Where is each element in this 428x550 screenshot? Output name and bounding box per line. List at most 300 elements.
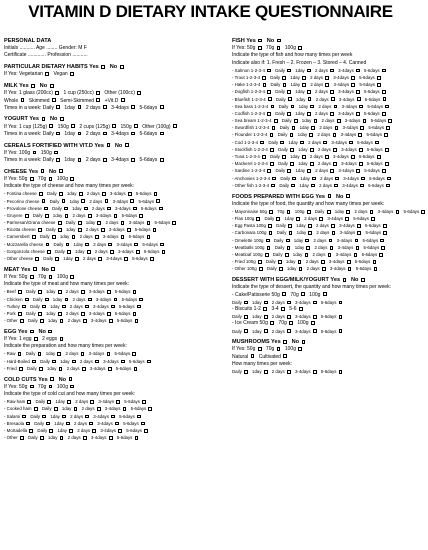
checkbox[interactable] (101, 65, 105, 69)
checkbox[interactable] (32, 360, 36, 364)
checkbox[interactable] (264, 370, 268, 374)
checkbox[interactable] (38, 228, 42, 232)
checkbox[interactable] (322, 267, 326, 271)
checkbox[interactable] (288, 97, 292, 101)
checkbox[interactable] (58, 290, 62, 294)
checkbox[interactable] (102, 192, 106, 196)
checkbox[interactable] (34, 407, 38, 411)
checkbox[interactable] (107, 352, 111, 356)
checkbox[interactable] (330, 169, 334, 173)
checkbox[interactable] (329, 239, 333, 243)
checkbox[interactable] (302, 83, 306, 87)
checkbox[interactable] (50, 84, 54, 88)
checkbox[interactable] (42, 117, 46, 121)
checkbox[interactable] (66, 243, 70, 247)
checkbox[interactable] (131, 105, 135, 109)
checkbox[interactable] (379, 253, 383, 257)
checkbox[interactable] (359, 162, 363, 166)
checkbox[interactable] (347, 260, 351, 264)
checkbox[interactable] (348, 267, 352, 271)
checkbox[interactable] (101, 228, 105, 232)
checkbox[interactable] (310, 105, 314, 109)
checkbox[interactable] (45, 214, 49, 218)
checkbox[interactable] (283, 83, 287, 87)
checkbox[interactable] (287, 169, 291, 173)
checkbox[interactable] (264, 329, 268, 333)
checkbox[interactable] (339, 315, 343, 319)
checkbox[interactable] (78, 132, 82, 136)
checkbox[interactable] (421, 210, 425, 214)
checkbox[interactable] (282, 155, 286, 159)
checkbox[interactable] (49, 385, 53, 389)
checkbox[interactable] (267, 90, 271, 94)
checkbox[interactable] (147, 235, 151, 239)
checkbox[interactable] (30, 177, 34, 181)
checkbox[interactable] (361, 278, 365, 282)
checkbox[interactable] (360, 184, 364, 188)
checkbox[interactable] (343, 278, 347, 282)
checkbox[interactable] (268, 224, 272, 228)
checkbox[interactable] (277, 39, 281, 43)
checkbox[interactable] (299, 307, 303, 311)
checkbox[interactable] (78, 228, 82, 232)
checkbox[interactable] (137, 305, 141, 309)
checkbox[interactable] (47, 250, 51, 254)
checkbox[interactable] (267, 246, 271, 250)
checkbox[interactable] (285, 253, 289, 257)
checkbox[interactable] (333, 162, 337, 166)
checkbox[interactable] (358, 133, 362, 137)
checkbox[interactable] (87, 250, 91, 254)
checkbox[interactable] (172, 221, 176, 225)
checkbox[interactable] (96, 91, 100, 95)
checkbox[interactable] (83, 319, 87, 323)
checkbox[interactable] (287, 69, 291, 73)
checkbox[interactable] (308, 97, 312, 101)
checkbox[interactable] (258, 46, 262, 50)
checkbox[interactable] (121, 221, 125, 225)
checkbox[interactable] (85, 305, 89, 309)
checkbox[interactable] (160, 158, 164, 162)
checkbox[interactable] (26, 422, 30, 426)
checkbox[interactable] (278, 260, 282, 264)
checkbox[interactable] (271, 184, 275, 188)
checkbox[interactable] (298, 347, 302, 351)
checkbox[interactable] (96, 98, 100, 102)
checkbox[interactable] (85, 243, 89, 247)
checkbox[interactable] (354, 253, 358, 257)
checkbox[interactable] (321, 260, 325, 264)
checkbox[interactable] (130, 199, 134, 203)
checkbox[interactable] (40, 436, 44, 440)
checkbox[interactable] (72, 235, 76, 239)
checkbox[interactable] (49, 275, 53, 279)
checkbox[interactable] (90, 400, 94, 404)
checkbox[interactable] (33, 151, 37, 155)
checkbox[interactable] (48, 330, 52, 334)
checkbox[interactable] (105, 199, 109, 203)
checkbox[interactable] (18, 290, 22, 294)
checkbox[interactable] (153, 228, 157, 232)
checkbox[interactable] (81, 199, 85, 203)
checkbox[interactable] (52, 360, 56, 364)
checkbox[interactable] (30, 275, 34, 279)
checkbox[interactable] (382, 90, 386, 94)
checkbox[interactable] (384, 133, 388, 137)
checkbox[interactable] (377, 83, 381, 87)
checkbox[interactable] (313, 315, 317, 319)
checkbox[interactable] (258, 347, 262, 351)
checkbox[interactable] (103, 158, 107, 162)
checkbox[interactable] (173, 124, 177, 128)
checkbox[interactable] (139, 214, 143, 218)
checkbox[interactable] (380, 239, 384, 243)
checkbox[interactable] (290, 133, 294, 137)
checkbox[interactable] (132, 352, 136, 356)
checkbox[interactable] (97, 221, 101, 225)
checkbox[interactable] (298, 260, 302, 264)
checkbox[interactable] (58, 312, 62, 316)
checkbox[interactable] (79, 192, 83, 196)
checkbox[interactable] (133, 312, 137, 316)
checkbox[interactable] (74, 407, 78, 411)
checkbox[interactable] (137, 91, 141, 95)
checkbox[interactable] (289, 321, 293, 325)
checkbox[interactable] (42, 199, 46, 203)
checkbox[interactable] (331, 224, 335, 228)
checkbox[interactable] (325, 76, 329, 80)
checkbox[interactable] (150, 257, 154, 261)
checkbox[interactable] (134, 124, 138, 128)
checkbox[interactable] (125, 143, 129, 147)
checkbox[interactable] (162, 250, 166, 254)
checkbox[interactable] (323, 292, 327, 296)
checkbox[interactable] (22, 415, 26, 419)
checkbox[interactable] (270, 321, 274, 325)
checkbox[interactable] (54, 151, 58, 155)
checkbox[interactable] (70, 385, 74, 389)
checkbox[interactable] (307, 169, 311, 173)
checkbox[interactable] (263, 307, 267, 311)
checkbox[interactable] (271, 105, 275, 109)
checkbox[interactable] (377, 155, 381, 159)
checkbox[interactable] (75, 257, 79, 261)
checkbox[interactable] (277, 46, 281, 50)
checkbox[interactable] (95, 235, 99, 239)
checkbox[interactable] (307, 112, 311, 116)
checkbox[interactable] (351, 155, 355, 159)
checkbox[interactable] (337, 119, 341, 123)
checkbox[interactable] (134, 243, 138, 247)
checkbox[interactable] (290, 162, 294, 166)
checkbox[interactable] (84, 207, 88, 211)
checkbox[interactable] (256, 217, 260, 221)
checkbox[interactable] (325, 83, 329, 87)
checkbox[interactable] (137, 415, 141, 419)
checkbox[interactable] (71, 124, 75, 128)
checkbox[interactable] (300, 141, 304, 145)
checkbox[interactable] (325, 155, 329, 159)
checkbox[interactable] (62, 305, 66, 309)
checkbox[interactable] (159, 207, 163, 211)
checkbox[interactable] (388, 119, 392, 123)
checkbox[interactable] (355, 239, 359, 243)
checkbox[interactable] (267, 112, 271, 116)
checkbox[interactable] (66, 422, 70, 426)
checkbox[interactable] (302, 155, 306, 159)
checkbox[interactable] (312, 177, 316, 181)
checkbox[interactable] (147, 221, 151, 225)
checkbox[interactable] (123, 407, 127, 411)
checkbox[interactable] (279, 267, 283, 271)
checkbox[interactable] (81, 290, 85, 294)
checkbox[interactable] (286, 239, 290, 243)
checkbox[interactable] (333, 133, 337, 137)
checkbox[interactable] (382, 112, 386, 116)
checkbox[interactable] (55, 257, 59, 261)
checkbox[interactable] (45, 72, 49, 76)
checkbox[interactable] (160, 105, 164, 109)
checkbox[interactable] (359, 148, 363, 152)
checkbox[interactable] (319, 217, 323, 221)
checkbox[interactable] (301, 292, 305, 296)
checkbox[interactable] (78, 221, 82, 225)
checkbox[interactable] (70, 275, 74, 279)
checkbox[interactable] (35, 257, 39, 261)
checkbox[interactable] (346, 210, 350, 214)
checkbox[interactable] (375, 141, 379, 145)
checkbox[interactable] (351, 83, 355, 87)
checkbox[interactable] (131, 158, 135, 162)
checkbox[interactable] (46, 243, 50, 247)
checkbox[interactable] (330, 90, 334, 94)
checkbox[interactable] (311, 321, 315, 325)
checkbox[interactable] (160, 132, 164, 136)
checkbox[interactable] (65, 298, 69, 302)
checkbox[interactable] (111, 305, 115, 309)
checkbox[interactable] (349, 141, 353, 145)
checkbox[interactable] (298, 46, 302, 50)
checkbox[interactable] (107, 207, 111, 211)
checkbox[interactable] (98, 257, 102, 261)
checkbox[interactable] (327, 210, 331, 214)
checkbox[interactable] (345, 217, 349, 221)
checkbox[interactable] (30, 330, 34, 334)
checkbox[interactable] (332, 231, 336, 235)
checkbox[interactable] (42, 305, 46, 309)
checkbox[interactable] (156, 199, 160, 203)
checkbox[interactable] (27, 400, 31, 404)
checkbox[interactable] (25, 214, 29, 218)
checkbox[interactable] (41, 169, 45, 173)
checkbox[interactable] (283, 340, 287, 344)
checkbox[interactable] (291, 105, 295, 109)
checkbox[interactable] (67, 250, 71, 254)
checkbox[interactable] (114, 298, 118, 302)
checkbox[interactable] (45, 298, 49, 302)
checkbox[interactable] (307, 69, 311, 73)
checkbox[interactable] (147, 360, 151, 364)
checkbox[interactable] (135, 319, 139, 323)
checkbox[interactable] (267, 169, 271, 173)
checkbox[interactable] (136, 250, 140, 254)
checkbox[interactable] (280, 141, 284, 145)
checkbox[interactable] (356, 90, 360, 94)
checkbox[interactable] (266, 239, 270, 243)
checkbox[interactable] (95, 360, 99, 364)
checkbox[interactable] (308, 231, 312, 235)
checkbox[interactable] (121, 98, 125, 102)
checkbox[interactable] (56, 132, 60, 136)
checkbox[interactable] (144, 429, 148, 433)
checkbox[interactable] (339, 370, 343, 374)
checkbox[interactable] (309, 133, 313, 137)
checkbox[interactable] (49, 429, 53, 433)
checkbox[interactable] (18, 312, 22, 316)
checkbox[interactable] (121, 360, 125, 364)
checkbox[interactable] (81, 352, 85, 356)
checkbox[interactable] (60, 117, 64, 121)
checkbox[interactable] (272, 177, 276, 181)
checkbox[interactable] (381, 246, 385, 250)
checkbox[interactable] (244, 315, 248, 319)
checkbox[interactable] (311, 126, 315, 130)
checkbox[interactable] (383, 97, 387, 101)
checkbox[interactable] (33, 267, 37, 271)
checkbox[interactable] (287, 329, 291, 333)
checkbox[interactable] (330, 69, 334, 73)
checkbox[interactable] (356, 112, 360, 116)
checkbox[interactable] (128, 192, 132, 196)
checkbox[interactable] (305, 253, 309, 257)
checkbox[interactable] (272, 126, 276, 130)
checkbox[interactable] (287, 315, 291, 319)
checkbox[interactable] (374, 267, 378, 271)
checkbox[interactable] (85, 415, 89, 419)
checkbox[interactable] (287, 112, 291, 116)
checkbox[interactable] (110, 250, 114, 254)
checkbox[interactable] (127, 228, 131, 232)
checkbox[interactable] (382, 69, 386, 73)
checkbox[interactable] (361, 177, 365, 181)
checkbox[interactable] (264, 301, 268, 305)
checkbox[interactable] (25, 298, 29, 302)
checkbox[interactable] (385, 148, 389, 152)
checkbox[interactable] (58, 228, 62, 232)
checkbox[interactable] (103, 105, 107, 109)
checkbox[interactable] (357, 231, 361, 235)
checkbox[interactable] (20, 319, 24, 323)
checkbox[interactable] (270, 133, 274, 137)
checkbox[interactable] (44, 207, 48, 211)
checkbox[interactable] (359, 105, 363, 109)
checkbox[interactable] (244, 329, 248, 333)
checkbox[interactable] (134, 367, 138, 371)
checkbox[interactable] (107, 312, 111, 316)
checkbox[interactable] (148, 407, 152, 411)
checkbox[interactable] (30, 385, 34, 389)
checkbox[interactable] (115, 422, 119, 426)
checkbox[interactable] (56, 105, 60, 109)
checkbox[interactable] (313, 301, 317, 305)
checkbox[interactable] (38, 352, 42, 356)
checkbox[interactable] (339, 329, 343, 333)
checkbox[interactable] (69, 377, 73, 381)
checkbox[interactable] (58, 221, 62, 225)
checkbox[interactable] (282, 76, 286, 80)
checkbox[interactable] (330, 246, 334, 250)
checkbox[interactable] (281, 307, 285, 311)
checkbox[interactable] (20, 436, 24, 440)
checkbox[interactable] (310, 162, 314, 166)
checkbox[interactable] (308, 224, 312, 228)
checkbox[interactable] (258, 260, 262, 264)
checkbox[interactable] (39, 192, 43, 196)
checkbox[interactable] (290, 148, 294, 152)
checkbox[interactable] (274, 119, 278, 123)
checkbox[interactable] (292, 177, 296, 181)
checkbox[interactable] (269, 231, 273, 235)
checkbox[interactable] (29, 429, 33, 433)
checkbox[interactable] (313, 329, 317, 333)
checkbox[interactable] (107, 143, 111, 147)
checkbox[interactable] (124, 257, 128, 261)
checkbox[interactable] (373, 260, 377, 264)
checkbox[interactable] (60, 436, 64, 440)
checkbox[interactable] (120, 65, 124, 69)
checkbox[interactable] (283, 354, 287, 358)
checkbox[interactable] (81, 312, 85, 316)
checkbox[interactable] (97, 407, 101, 411)
checkbox[interactable] (305, 239, 309, 243)
checkbox[interactable] (385, 105, 389, 109)
checkbox[interactable] (57, 352, 61, 356)
checkbox[interactable] (109, 319, 113, 323)
checkbox[interactable] (267, 69, 271, 73)
checkbox[interactable] (154, 192, 158, 196)
checkbox[interactable] (92, 429, 96, 433)
checkbox[interactable] (65, 214, 69, 218)
checkbox[interactable] (323, 141, 327, 145)
checkbox[interactable] (133, 207, 137, 211)
checkbox[interactable] (51, 267, 55, 271)
checkbox[interactable] (356, 246, 360, 250)
checkbox[interactable] (103, 132, 107, 136)
checkbox[interactable] (251, 354, 255, 358)
checkbox[interactable] (351, 76, 355, 80)
checkbox[interactable] (133, 290, 137, 294)
checkbox[interactable] (276, 217, 280, 221)
checkbox[interactable] (262, 155, 266, 159)
checkbox[interactable] (265, 253, 269, 257)
checkbox[interactable] (307, 210, 311, 214)
checkbox[interactable] (60, 319, 64, 323)
checkbox[interactable] (83, 436, 87, 440)
checkbox[interactable] (19, 367, 23, 371)
checkbox[interactable] (385, 162, 389, 166)
checkbox[interactable] (59, 367, 63, 371)
checkbox[interactable] (371, 217, 375, 221)
checkbox[interactable] (314, 119, 318, 123)
checkbox[interactable] (360, 126, 364, 130)
checkbox[interactable] (49, 124, 53, 128)
checkbox[interactable] (18, 352, 22, 356)
checkbox[interactable] (383, 231, 387, 235)
checkbox[interactable] (269, 210, 273, 214)
checkbox[interactable] (277, 347, 281, 351)
checkbox[interactable] (46, 422, 50, 426)
checkbox[interactable] (330, 112, 334, 116)
